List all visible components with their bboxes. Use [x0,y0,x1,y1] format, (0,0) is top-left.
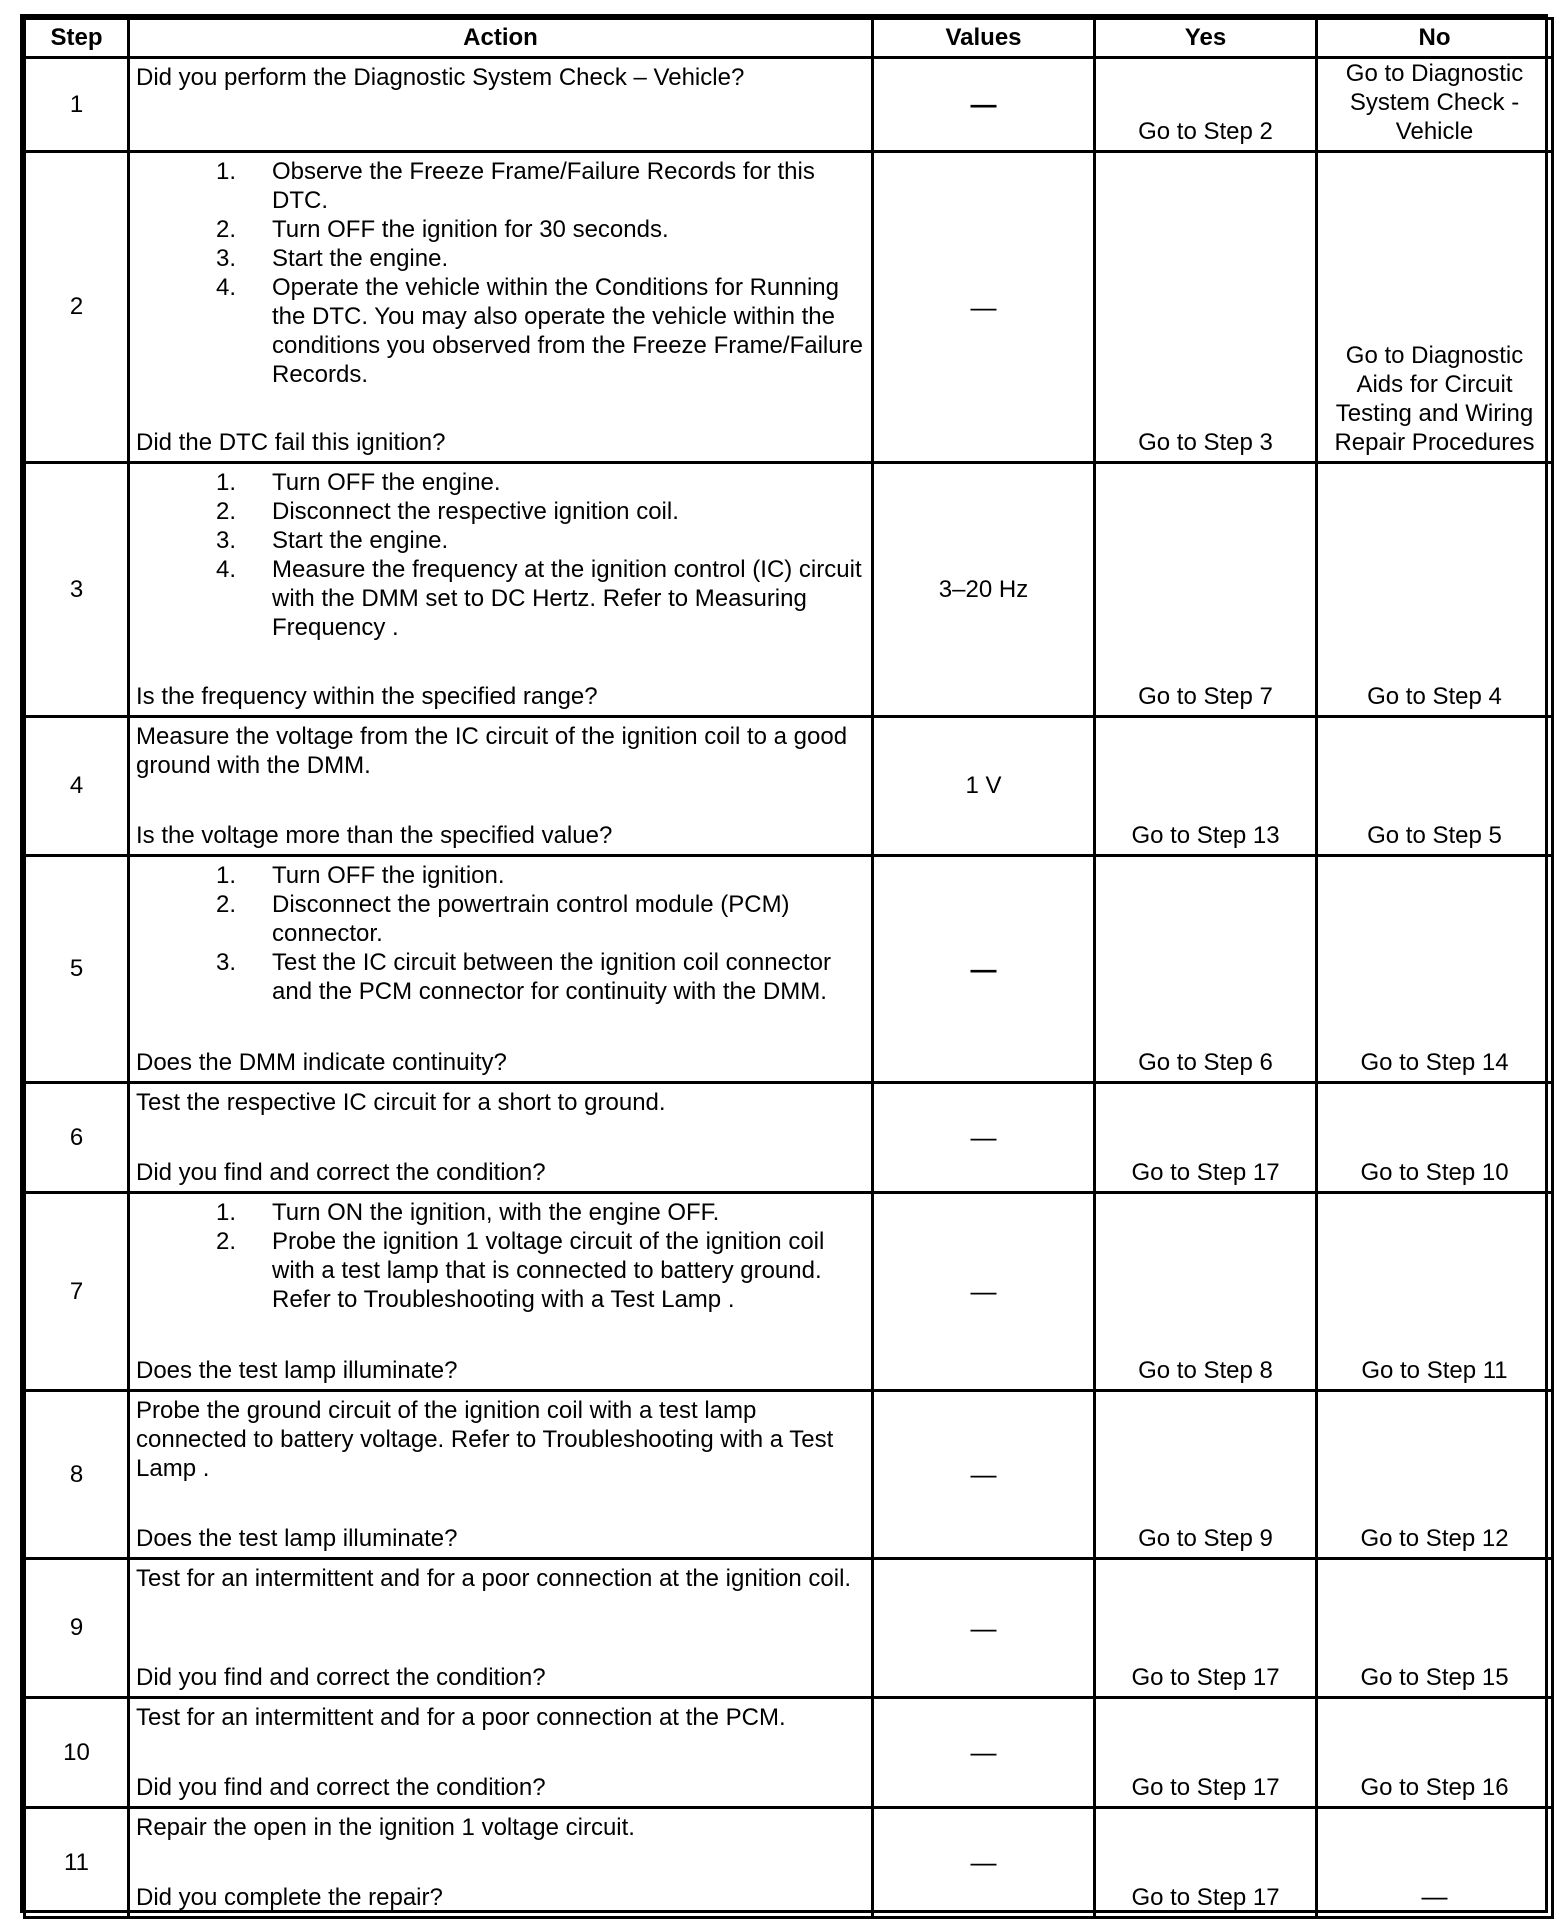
action-steps-list [136,861,865,1006]
no-cell: Go to Step 16 [1317,1698,1553,1808]
list-item [136,555,865,642]
yes-cell: Go to Step 17 [1095,1559,1317,1698]
value-text: — [970,1612,997,1643]
yes-cell: Go to Step 17 [1095,1698,1317,1808]
step-number: 8 [25,1391,129,1559]
no-text: Go to Diagnostic System Check - Vehicle [1345,60,1524,145]
action-question: Does the DMM indicate continuity? [136,1049,507,1076]
action-question: Is the voltage more than the specified value? [136,822,613,849]
action-text: Test for an intermittent and for a poor connection at the PCM. [136,1704,786,1731]
value-text: 3–20 Hz [938,575,1029,603]
value-text: — [970,1276,997,1306]
action-cell [129,1559,873,1698]
no-cell [1317,152,1553,463]
step-number: 2 [25,152,129,463]
value-cell [873,1391,1095,1559]
list-item [136,1227,865,1314]
no-cell [1317,58,1553,152]
step-number: 9 [25,1559,129,1698]
action-cell [129,1698,873,1808]
value-text: — [970,1459,997,1489]
no-cell: Go to Step 15 [1317,1559,1553,1698]
value-cell [873,717,1095,856]
list-number: 3. [215,245,236,272]
table-row [25,1391,1553,1559]
list-item [136,157,865,215]
table-row [25,58,1553,152]
value-cell [873,1808,1095,1918]
action-steps-list [136,157,865,389]
list-number: 3. [215,527,236,554]
action-cell [129,1193,873,1391]
yes-cell: Go to Step 3 [1095,152,1317,463]
no-cell: Go to Step 11 [1317,1193,1553,1391]
no-cell: Go to Step 4 [1317,463,1553,717]
list-text: Disconnect the respective ignition coil. [272,498,679,525]
value-cell [873,1193,1095,1391]
header-no: No [1317,19,1553,58]
step-number: 6 [25,1083,129,1193]
yes-cell: Go to Step 7 [1095,463,1317,717]
list-item [136,890,865,948]
list-number: 2. [215,216,236,243]
list-text: Turn OFF the engine. [272,469,501,496]
header-row [25,19,1553,58]
no-cell: Go to Step 12 [1317,1391,1553,1559]
value-cell [873,463,1095,717]
header-step: Step [25,19,129,58]
yes-cell: Go to Step 9 [1095,1391,1317,1559]
value-text: — [970,1122,997,1152]
table-row [25,1193,1553,1391]
no-cell: Go to Step 5 [1317,717,1553,856]
list-number: 1. [215,469,236,496]
step-number: 7 [25,1193,129,1391]
list-text: Turn OFF the ignition for 30 seconds. [272,216,669,243]
step-number: 5 [25,856,129,1083]
value-cell [873,58,1095,152]
list-item [136,1198,865,1227]
action-steps-list [136,1198,865,1314]
yes-cell: Go to Step 6 [1095,856,1317,1083]
list-text: Turn OFF the ignition. [272,862,505,889]
list-number: 2. [215,891,236,918]
list-number: 2. [215,1228,236,1255]
list-number: 4. [215,274,236,301]
list-item [136,948,865,1006]
list-text: Probe the ignition 1 voltage circuit of the ignition coil with a test lamp that is connected to battery ground. Refer to Troubleshooting with a Test Lamp . [272,1228,825,1313]
table-row [25,1083,1553,1193]
list-item [136,468,865,497]
list-item [136,244,865,273]
diagnostic-table-container [20,14,1548,1913]
action-cell [129,1391,873,1559]
table-row [25,1698,1553,1808]
no-text: Go to Diagnostic Aids for Circuit Testing and Wiring Repair Procedures [1334,342,1535,456]
list-number: 2. [215,498,236,525]
action-text: Probe the ground circuit of the ignition coil with a test lamp connected to battery voltage. Refer to Troubleshooting with a Test Lamp . [136,1397,834,1482]
no-text: — [1421,1881,1448,1911]
table-row [25,463,1553,717]
action-cell [129,152,873,463]
yes-cell: Go to Step 8 [1095,1193,1317,1391]
value-text: — [970,1847,997,1877]
action-cell [129,717,873,856]
value-cell [873,1083,1095,1193]
no-cell: Go to Step 10 [1317,1083,1553,1193]
step-number: 1 [25,58,129,152]
action-text: Test for an intermittent and for a poor connection at the ignition coil. [136,1565,852,1592]
list-text: Test the IC circuit between the ignition coil connector and the PCM connector for continuity with the DMM. [272,949,831,1005]
action-question: Does the test lamp illuminate? [136,1357,458,1384]
value-text: — [970,291,997,322]
no-cell [1317,1808,1553,1918]
yes-cell: Go to Step 13 [1095,717,1317,856]
table-row [25,717,1553,856]
list-number: 1. [215,158,236,185]
action-steps-list [136,468,865,642]
list-text: Start the engine. [272,527,449,554]
table-row [25,856,1553,1083]
list-item [136,861,865,890]
value-text: — [970,1737,997,1767]
yes-cell: Go to Step 17 [1095,1083,1317,1193]
yes-cell: Go to Step 2 [1095,58,1317,152]
action-cell [129,58,873,152]
value-text: 1 V [965,772,1002,799]
action-cell [129,1083,873,1193]
no-cell: Go to Step 14 [1317,856,1553,1083]
step-number: 3 [25,463,129,717]
step-number: 10 [25,1698,129,1808]
action-question: Does the test lamp illuminate? [136,1525,458,1552]
table-row [25,152,1553,463]
action-question: Did you find and correct the condition? [136,1664,546,1691]
list-text: Measure the frequency at the ignition control (IC) circuit with the DMM set to DC Hertz. Refer to Measuring Frequency . [272,556,862,641]
list-number: 4. [215,556,236,583]
step-number: 11 [25,1808,129,1918]
list-number: 1. [215,862,236,889]
header-action: Action [129,19,873,58]
header-yes: Yes [1095,19,1317,58]
action-question: Did you find and correct the condition? [136,1159,546,1186]
list-text: Turn ON the ignition, with the engine OFF. [272,1199,720,1226]
value-cell [873,856,1095,1083]
action-question: Is the frequency within the specified range? [136,683,598,710]
table-row [25,1559,1553,1698]
yes-cell: Go to Step 17 [1095,1808,1317,1918]
action-cell [129,463,873,717]
action-question: Did you complete the repair? [136,1884,443,1911]
action-text: Did you perform the Diagnostic System Check – Vehicle? [136,64,745,91]
header-values: Values [873,19,1095,58]
action-text: Measure the voltage from the IC circuit of the ignition coil to a good ground with the DMM. [136,723,848,779]
list-text: Disconnect the powertrain control module (PCM) connector. [272,891,790,947]
list-item [136,215,865,244]
value-cell [873,152,1095,463]
table-row [25,1808,1553,1918]
value-text: — [970,89,997,119]
action-cell [129,1808,873,1918]
list-text: Start the engine. [272,245,449,272]
diagnostic-table [23,17,1554,1919]
action-question: Did you find and correct the condition? [136,1774,546,1801]
action-text: Test the respective IC circuit for a short to ground. [136,1089,666,1116]
step-number: 4 [25,717,129,856]
list-item [136,497,865,526]
list-number: 1. [215,1199,236,1226]
value-cell [873,1559,1095,1698]
list-number: 3. [215,949,236,976]
action-cell [129,856,873,1083]
list-text: Observe the Freeze Frame/Failure Records for this DTC. [272,158,815,214]
value-text: — [970,953,997,984]
list-item [136,273,865,389]
list-text: Operate the vehicle within the Conditions for Running the DTC. You may also operate the vehicle within the conditions you observed from the Freeze Frame/Failure Records. [272,274,863,388]
value-cell [873,1698,1095,1808]
action-text: Repair the open in the ignition 1 voltage circuit. [136,1814,635,1841]
list-item [136,526,865,555]
action-question: Did the DTC fail this ignition? [136,429,446,456]
